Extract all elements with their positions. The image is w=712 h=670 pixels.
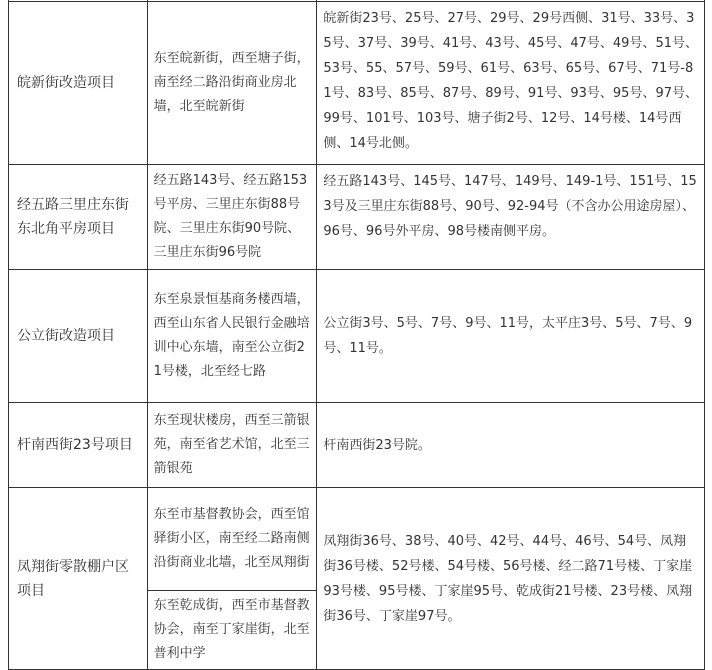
project-addresses-cell [317, 165, 705, 270]
table-row [9, 488, 705, 591]
project-table [8, 0, 705, 670]
project-addresses-cell [317, 2, 705, 165]
project-addresses-cell [317, 488, 705, 670]
project-bounds-cell [147, 488, 317, 591]
project-bounds-cell [147, 591, 317, 670]
project-name: 皖新街改造项目 [17, 75, 115, 91]
project-name: 杆南西街23号项目 [17, 437, 133, 453]
project-addresses: 凤翔街36号、38号、40号、42号、44号、46号、54号、凤翔街36号楼、52号楼、54号楼、56号楼、经二路71号楼、丁家崖93号楼、95号楼、丁家崖95号、乾成街21号楼、23号楼、凤翔街36号、丁家崖97号。 [323, 533, 693, 624]
project-name: 凤翔街零散棚户区项目 [17, 558, 129, 599]
table-row [9, 403, 705, 488]
project-addresses: 经五路143号、145号、147号、149号、149-1号、151号、153号及三里庄东街88号、90号、92-94号（不含办公用途房屋）、96号、96号外平房、98号楼南侧平房。 [323, 174, 697, 239]
project-bounds-cell [147, 2, 317, 165]
project-name: 公立街改造项目 [17, 328, 115, 344]
project-bounds-cell [147, 165, 317, 270]
project-bounds-cell [147, 270, 317, 403]
table-row [9, 270, 705, 403]
project-addresses: 公立街3号、5号、7号、9号、11号，太平庄3号、5号、7号、9号、11号。 [323, 316, 693, 356]
project-name-cell [9, 2, 148, 165]
project-name-cell [9, 403, 148, 488]
project-name-cell [9, 270, 148, 403]
project-addresses-cell [317, 270, 705, 403]
project-addresses: 杆南西街23号院。 [323, 437, 431, 453]
project-name-cell [9, 488, 148, 670]
project-bounds: 经五路143号、经五路153号平房、三里庄东街88号院、三里庄东街90号院、三里庄东街96号院 [153, 173, 308, 260]
project-addresses-cell [317, 403, 705, 488]
project-name: 经五路三里庄东街东北角平房项目 [17, 197, 129, 237]
project-bounds: 东至皖新街，西至塘子街，南至经二路沿街商业房北墙，北至皖新街 [153, 51, 310, 114]
project-bounds: 东至泉景恒基商务楼西墙，西至山东省人民银行金融培训中心东墙，南至公立街21号楼，北至经七路 [153, 292, 310, 379]
project-name-cell [9, 165, 148, 270]
project-bounds-cell [147, 403, 317, 488]
project-addresses: 皖新街23号、25号、27号、29号、29号西侧、31号、33号、35号、37号、39号、41号、43号、45号、47号、49号、51号、53号、55、57号、59号、61号、63号、65号、67号、71号-81号、83号、85号、87号、89号、91号、93号、95号、97号、99号、101号、103号、塘子街2号、12号、14号楼、14号西侧、14号北侧。 [323, 11, 698, 151]
table-row [9, 165, 705, 270]
table-row [9, 2, 705, 165]
project-bounds: 东至现状楼房，西至三箭银苑，南至省艺术馆，北至三箭银苑 [153, 413, 310, 476]
project-bounds-secondary: 东至乾成街，西至市基督教协会，南至丁家崖街，北至普利中学 [153, 598, 310, 661]
project-bounds: 东至市基督教协会，西至馆驿街小区，南至经二路南侧沿街商业北墙，北至凤翔街 [153, 507, 310, 570]
